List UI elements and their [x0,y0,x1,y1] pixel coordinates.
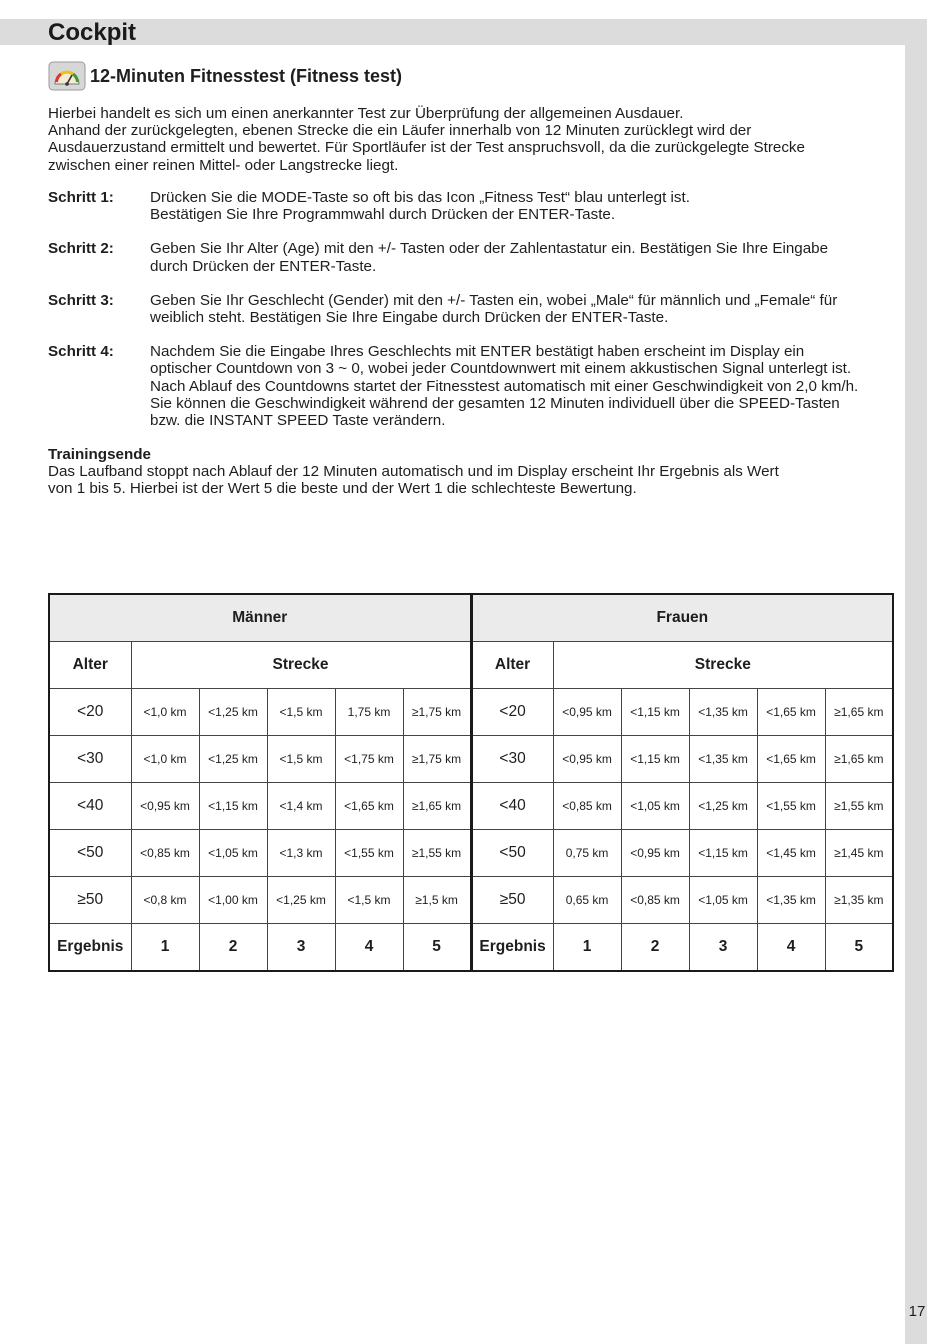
women-distance-cell: <1,45 km [757,830,825,877]
distance-header: Strecke [553,642,893,689]
training-end-line: von 1 bis 5. Hierbei ist der Wert 5 die beste und der Wert 1 die schlechteste Bewertung. [48,480,637,498]
step-line: Nachdem Sie die Eingabe Ihres Geschlechts mit ENTER bestätigt haben erscheint im Display ein [150,343,805,361]
men-distance-cell: ≥1,75 km [403,736,471,783]
table-row [49,877,893,924]
women-distance-cell: <1,35 km [689,689,757,736]
age-header: Alter [471,642,553,689]
step-line: Nach Ablauf des Countdowns startet der Fitnesstest automatisch mit einer Geschwindigkeit von 2,0 km/h. [150,377,859,395]
step-text [150,240,908,274]
subtitle: 12-Minuten Fitnesstest (Fitness test) [90,66,403,86]
step-line: Sie können die Geschwindigkeit während der gesamten 12 Minuten individuell über die SPEED-Tasten [150,394,840,412]
women-distance-cell: <1,65 km [757,689,825,736]
men-distance-cell: <1,55 km [335,830,403,877]
women-distance-cell: <0,85 km [621,877,689,924]
table-group-header-row [49,594,893,642]
men-distance-cell: <1,3 km [267,830,335,877]
women-distance-cell: <1,15 km [621,736,689,783]
women-distance-cell: <0,85 km [553,783,621,830]
step-3 [48,292,908,326]
men-distance-cell: ≥1,65 km [403,783,471,830]
age-cell: ≥50 [471,877,553,924]
result-label: Ergebnis [49,924,131,972]
men-distance-cell: <1,15 km [199,783,267,830]
women-distance-cell: <1,55 km [757,783,825,830]
women-distance-cell: <1,05 km [621,783,689,830]
men-distance-cell: <1,00 km [199,877,267,924]
step-line: optischer Countdown von 3 ~ 0, wobei jeder Countdownwert mit einem akkustischen Signal unterlegt ist. [150,360,852,378]
men-distance-cell: <0,85 km [131,830,199,877]
women-distance-cell: <0,95 km [621,830,689,877]
result-value: 2 [199,924,267,972]
step-1 [48,189,908,223]
section-title: Cockpit [48,19,137,46]
step-2 [48,240,908,274]
women-distance-cell: <0,95 km [553,689,621,736]
intro-line: Hierbei handelt es sich um einen anerkannter Test zur Überprüfung der allgemeinen Ausdauer. [48,105,684,122]
men-distance-cell: <1,4 km [267,783,335,830]
intro-paragraph [48,105,898,174]
step-line: Geben Sie Ihr Alter (Age) mit den +/- Tasten oder der Zahlentastatur ein. Bestätigen Sie Ihre Eingabe [150,240,829,258]
step-text [150,189,908,223]
men-distance-cell: <1,0 km [131,689,199,736]
age-cell: <40 [49,783,131,830]
result-value: 5 [825,924,893,972]
page-edge-band [905,19,927,1344]
age-cell: <40 [471,783,553,830]
age-cell: <20 [49,689,131,736]
men-distance-cell: <1,25 km [199,736,267,783]
table-row [49,830,893,877]
result-value: 3 [267,924,335,972]
women-distance-cell: <1,65 km [757,736,825,783]
men-distance-cell: ≥1,75 km [403,689,471,736]
women-header: Frauen [471,594,893,642]
step-4 [48,343,908,429]
result-value: 4 [757,924,825,972]
training-end-section [48,446,908,498]
men-distance-cell: 1,75 km [335,689,403,736]
result-value: 3 [689,924,757,972]
intro-line: Anhand der zurückgelegten, ebenen Strecke die ein Läufer innerhalb von 12 Minuten zurücklegt wird der [48,122,752,140]
men-distance-cell: ≥1,55 km [403,830,471,877]
table-row [49,783,893,830]
men-distance-cell: <1,5 km [267,689,335,736]
women-distance-cell: <1,35 km [689,736,757,783]
age-cell: <50 [49,830,131,877]
table-body [49,689,893,924]
age-cell: <50 [471,830,553,877]
fitness-test-icon [48,61,86,91]
women-distance-cell: <0,95 km [553,736,621,783]
training-end-line: Das Laufband stoppt nach Ablauf der 12 Minuten automatisch und im Display erscheint Ihr Ergebnis als Wert [48,463,779,481]
women-distance-cell: 0,75 km [553,830,621,877]
men-distance-cell: <0,95 km [131,783,199,830]
women-distance-cell: <1,15 km [689,830,757,877]
page-number: 17 [908,1303,926,1320]
men-distance-cell: <1,05 km [199,830,267,877]
men-distance-cell: <1,5 km [267,736,335,783]
result-label: Ergebnis [471,924,553,972]
women-distance-cell: ≥1,65 km [825,689,893,736]
men-distance-cell: <0,8 km [131,877,199,924]
men-distance-cell: <1,5 km [335,877,403,924]
men-distance-cell: <1,75 km [335,736,403,783]
step-label: Schritt 1: [48,189,114,206]
step-line: durch Drücken der ENTER-Taste. [150,257,377,275]
step-line: Geben Sie Ihr Geschlecht (Gender) mit den +/- Tasten ein, wobei „Male“ für männlich und „Female“ für [150,291,838,309]
age-cell: <30 [471,736,553,783]
training-end-heading: Trainingsende [48,446,151,463]
women-distance-cell: <1,35 km [757,877,825,924]
women-distance-cell: 0,65 km [553,877,621,924]
women-distance-cell: ≥1,65 km [825,736,893,783]
intro-line: zwischen einer reinen Mittel- oder Langstrecke liegt. [48,156,399,174]
age-cell: ≥50 [49,877,131,924]
men-distance-cell: <1,65 km [335,783,403,830]
distance-header: Strecke [131,642,471,689]
result-row [49,924,893,972]
women-distance-cell: ≥1,45 km [825,830,893,877]
age-header: Alter [49,642,131,689]
intro-line: Ausdauerzustand ermittelt und bewertet. Für Sportläufer ist der Test anspruchsvoll, da die zurückgelegte Strecke [48,139,805,157]
step-line: weiblich steht. Bestätigen Sie Ihre Eingabe durch Drücken der ENTER-Taste. [150,309,669,327]
result-value: 5 [403,924,471,972]
step-label: Schritt 2: [48,240,114,258]
step-label: Schritt 4: [48,343,114,361]
result-value: 2 [621,924,689,972]
women-distance-cell: <1,15 km [621,689,689,736]
women-distance-cell: <1,25 km [689,783,757,830]
age-cell: <30 [49,736,131,783]
step-text [150,343,908,429]
result-value: 4 [335,924,403,972]
table-row [49,736,893,783]
fitness-results-table [48,593,894,972]
women-distance-cell: ≥1,35 km [825,877,893,924]
result-value: 1 [553,924,621,972]
age-cell: <20 [471,689,553,736]
step-text [150,292,908,326]
step-label: Schritt 3: [48,291,114,309]
table-column-header-row [49,642,893,689]
men-distance-cell: <1,0 km [131,736,199,783]
men-distance-cell: <1,25 km [199,689,267,736]
step-line: Bestätigen Sie Ihre Programmwahl durch Drücken der ENTER-Taste. [150,206,616,224]
men-distance-cell: <1,25 km [267,877,335,924]
men-header: Männer [49,594,471,642]
table-row [49,689,893,736]
subtitle-row [48,60,402,92]
result-value: 1 [131,924,199,972]
women-distance-cell: ≥1,55 km [825,783,893,830]
steps-list [48,189,908,446]
step-line: bzw. die INSTANT SPEED Taste verändern. [150,412,446,430]
step-line: Drücken Sie die MODE-Taste so oft bis das Icon „Fitness Test“ blau unterlegt ist. [150,189,690,206]
women-distance-cell: <1,05 km [689,877,757,924]
men-distance-cell: ≥1,5 km [403,877,471,924]
